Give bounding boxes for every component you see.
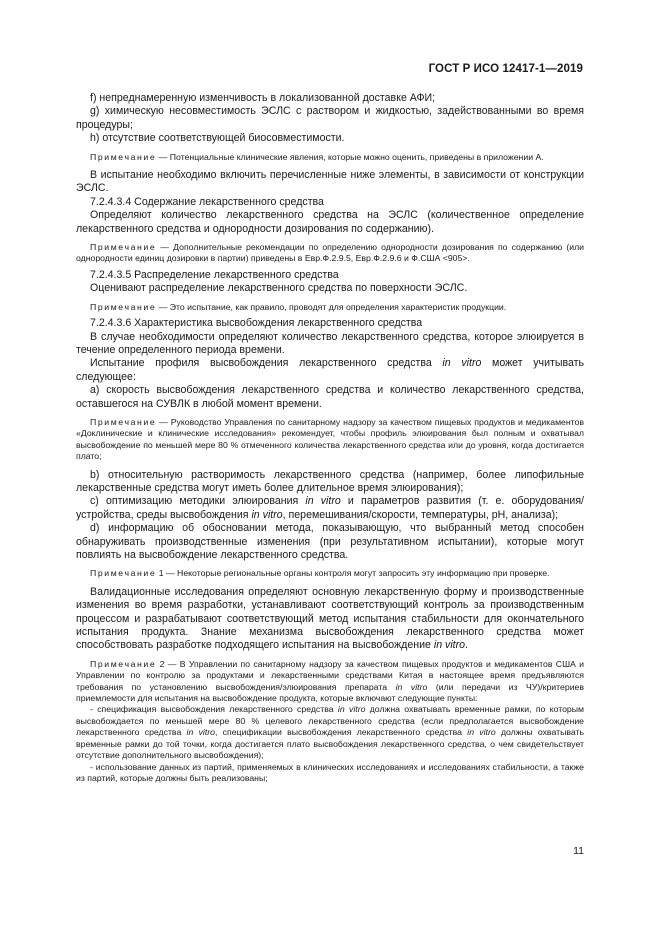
page-number: 11 (573, 845, 584, 857)
note-2: Примечание — Дополнительные рекомендации по определению однородности дозирования по содержанию (или однородности единиц дозировки в партии) приведены в Евр.Ф.2.9.5, Евр.Ф.2.9.6 и Ф.США <905>. (76, 242, 584, 264)
note-6-subitem: - спецификация высвобождения лекарственного средства in vitro должна охватывать временные рамки, по которым высвобождается по меньшей мере 80 % целевого лекарственного средства (если предполагается высвобождение лекарственного средства in vitro, спецификации высвобождения лекарственного средства in vitro должны охватывать временные рамки до той точки, когда достигается плато высвобождения лекарственного средства, о чем свидетельствует отсутствие дополнительного высвобождения); (76, 704, 584, 761)
note-label: Примечание (90, 658, 157, 669)
list-item-h: h) отсутствие соответствующей биосовместимости. (90, 132, 345, 145)
list-item-f: f) непреднамеренную изменчивость в локализованной доставке АФИ; (90, 92, 436, 104)
note-4: Примечание — Руководство Управления по санитарному надзору за качеством пищевых продуктов и медикаментов «Доклинические и клинические исследования» рекомендует, чтобы профиль элюирования был полным и охватывал высвобождение по меньшей мере 80 % отмеченного количества лекарственного средства или до уровня, когда достигается плато; (76, 416, 584, 462)
note-label: Примечание (90, 416, 157, 427)
document-id-header: ГОСТ Р ИСО 12417-1—2019 (428, 63, 583, 75)
note-3: Примечание — Это испытание, как правило, проводят для определения характеристик продукции. (90, 301, 507, 312)
paragraph: Испытание профиля высвобождения лекарственного средства in vitro может учитывать следующее: (76, 357, 584, 383)
paragraph: Определяют количество лекарственного средства на ЭСЛС (количественное определение лекарственного средства и однородности дозирования по содержанию). (76, 209, 584, 235)
note-1: Примечание — Потенциальные клинические явления, которые можно оценить, приведены в приложении А. (90, 151, 544, 162)
list-item-a: a) скорость высвобождения лекарственного средства и количество лекарственного средства, оставшегося на СУВЛК в любой момент времени. (76, 384, 584, 410)
document-body (76, 92, 584, 784)
note-label: Примечание (90, 242, 157, 253)
section-heading-7-2-4-3-4: 7.2.4.3.4 Содержание лекарственного средства (90, 195, 324, 208)
note-label: Примечание (90, 301, 157, 312)
list-item-c: c) оптимизацию методики элюирования in vitro и параметров развития (т. е. оборудования/устройства, среды высвобождения in vitro, перемешивания/скорости, температуры, pH, анализа); (76, 495, 585, 521)
paragraph: В случае необходимости определяют количество лекарственного средства, которое элюируется в течение определенного периода времени. (76, 330, 584, 356)
list-item-g: g) химическую несовместимость ЭСЛС с раствором и жидкостью, задействованными во время процедуры; (76, 105, 584, 131)
note-6: Примечание 2 — В Управлении по санитарному надзору за качеством пищевых продуктов и медикаментов США и Управлении по контролю за продуктами и лекарственными средствами Китая в настоящее время предъявляются требования по установлению высвобождения/элюирования препарата in vitro (или передачи из ЧУ)/критериев приемлемости для испытания на высвобождение продукта, которые включают следующие пункты: (76, 658, 584, 704)
note-6-subitem: - использование данных из партий, применяемых в клинических исследованиях и исследованиях стабильности, а также из партий, которые должны быть реализованы; (76, 761, 584, 783)
paragraph: В испытание необходимо включить перечисленные ниже элементы, в зависимости от конструкции ЭСЛС. (76, 169, 584, 195)
list-item-d: d) информацию об обосновании метода, показывающую, что выбранный метод способен обнаруживать производственные изменения (при результативном испытании), которые могут повлиять на высвобождение лекарственного средства. (76, 522, 584, 561)
paragraph: Валидационные исследования определяют основную лекарственную форму и производственные изменения во время разработки, устанавливают соответствующий контроль за производственным процессом и разрабатывают соответствующий метод испытания стабильности для окончательного испытания продукта. Знание механизма высвобождения лекарственного средства может способствовать разработке подходящего испытания на высвобождение in vitro. (76, 585, 584, 652)
paragraph: Оценивают распределение лекарственного средства по поверхности ЭСЛС. (90, 282, 468, 295)
note-label: Примечание (90, 568, 157, 579)
note-label: Примечание (90, 151, 157, 162)
section-heading-7-2-4-3-5: 7.2.4.3.5 Распределение лекарственного средства (90, 268, 339, 281)
note-5: Примечание 1 — Некоторые региональные органы контроля могут запросить эту информацию при проверке. (90, 568, 550, 579)
list-item-b: b) относительную растворимость лекарственного средства (например, более липофильные лекарственные средства могут иметь более длительное время элюирования); (76, 468, 584, 494)
section-heading-7-2-4-3-6: 7.2.4.3.6 Характеристика высвобождения лекарственного средства (90, 317, 423, 330)
